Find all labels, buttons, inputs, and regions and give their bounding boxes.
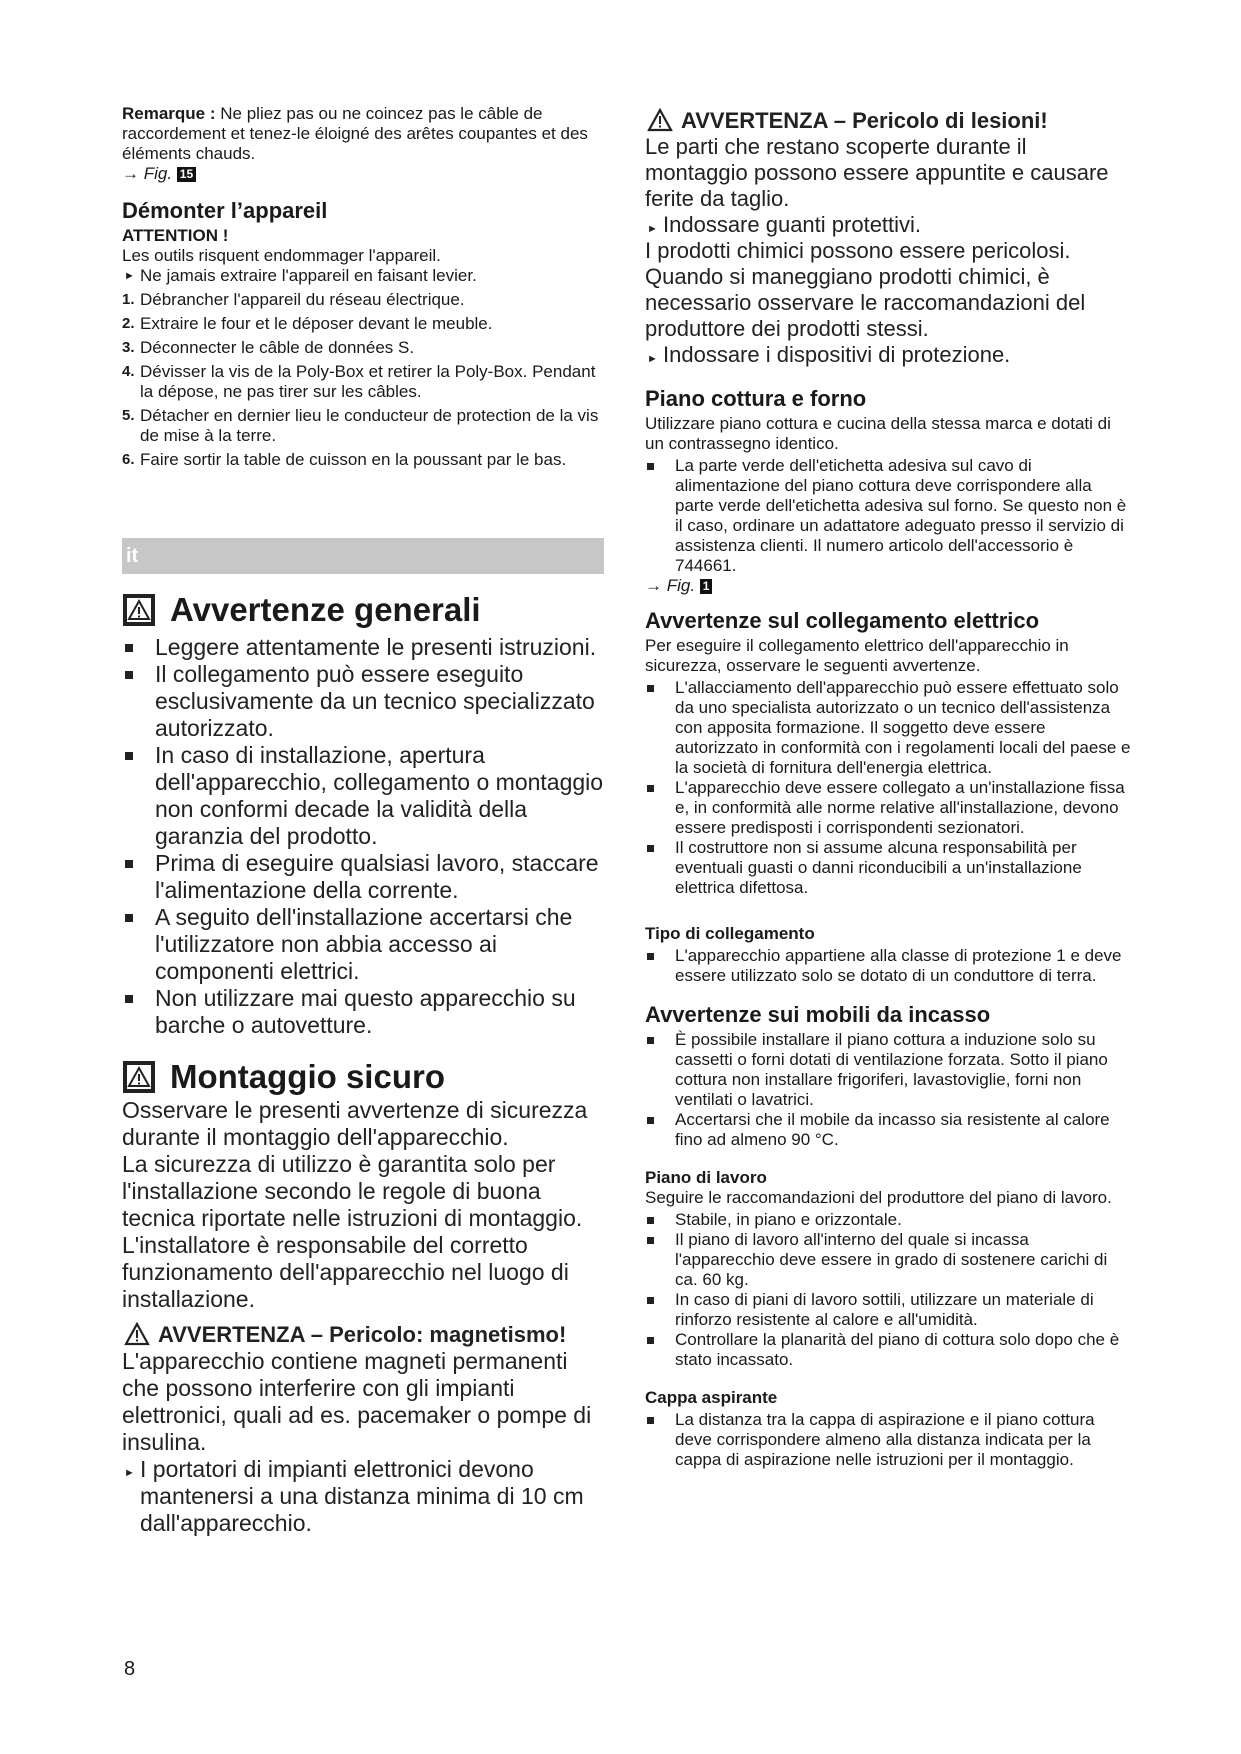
language-tab-label: it — [126, 545, 139, 567]
attention-action: ► Ne jamais extraire l'appareil en faisant levier. — [124, 266, 477, 285]
avvertenze-generali-heading: Avvertenze generali — [122, 590, 604, 630]
list-item: L'allacciamento dell'apparecchio può essere effettuato solo da uno specialista autorizzato o un tecnico dell'assistenza con apposita formazione. Il soggetto deve essere autorizzato in conformità con i regolamenti locali del paese e la società di fornitura dell'energia elettrica. — [645, 678, 1133, 778]
cappa-list — [645, 1410, 1133, 1470]
piano-lavoro-list — [645, 1210, 1133, 1370]
list-item: 3. Déconnecter le câble de données S. — [122, 338, 415, 357]
arrow-right-icon: ► — [124, 1467, 135, 1479]
list-item: L'apparecchio deve essere collegato a un'installazione fissa e, in conformità alle norme relative all'installazione, devono essere predisposti i corrispondenti sezionatori. — [645, 778, 1133, 838]
list-item: Il collegamento può essere eseguito esclusivamente da un tecnico specializzato autorizzato. — [122, 661, 604, 742]
list-item: A seguito dell'installazione accertarsi che l'utilizzatore non abbia accesso ai componenti elettrici. — [122, 904, 604, 985]
list-item: La distanza tra la cappa di aspirazione e il piano cottura deve corrispondere almeno alla distanza indicata per la cappa di aspirazione nelle istruzioni per il montaggio. — [645, 1410, 1133, 1470]
list-item: Il costruttore non si assume alcuna responsabilità per eventuali guasti o danni riconducibili a un'installazione elettrica difettosa. — [645, 838, 1133, 898]
montaggio-heading: Montaggio sicuro — [122, 1057, 604, 1097]
tipo-list — [645, 946, 1133, 986]
piano-lavoro-heading: Piano di lavoro — [645, 1168, 767, 1187]
attention-text: Les outils risquent endommager l'appareil. — [122, 246, 441, 265]
list-item: Stabile, in piano e orizzontale. — [645, 1210, 1133, 1230]
list-item: L'apparecchio appartiene alla classe di protezione 1 e deve essere utilizzato solo se dotato di un conduttore di terra. — [645, 946, 1133, 986]
list-item: La parte verde dell'etichetta adesiva sul cavo di alimentazione del piano cottura deve corrispondere alla parte verde dell'etichetta adesiva sul forno. Se questo non è il caso, ordinare un adattatore adeguato presso il servizio di assistenza clienti. Il numero articolo dell'accessorio è 744661. — [645, 456, 1133, 576]
general-warnings-list — [122, 634, 604, 1039]
piano-cottura-text: Utilizzare piano cottura e cucina della stessa marca e dotati di un contrassegno identico. — [645, 414, 1111, 453]
chemicals-warning-text: I prodotti chimici possono essere pericolosi. Quando si maneggiano prodotti chimici, è necessario osservare le raccomandazioni del produttore dei prodotti stessi. — [645, 238, 1086, 341]
list-item: In caso di piani di lavoro sottili, utilizzare un materiale di rinforzo resistente al calore e all'umidità. — [645, 1290, 1133, 1330]
arrow-right-icon: ► — [647, 353, 658, 365]
mobili-list — [645, 1030, 1133, 1150]
remark-text: Ne pliez pas ou ne coincez pas le câble de raccordement et tenez-le éloigné des arêtes coupantes et des éléments chauds. — [122, 104, 588, 163]
tipo-collegamento-heading: Tipo di collegamento — [645, 924, 815, 943]
warning-book-icon — [122, 1060, 156, 1094]
remark-block — [122, 104, 604, 184]
magnetism-warning-text: L'apparecchio contiene magneti permanenti che possono interferire con gli impianti elettronici, quali ad es. pacemaker o pompe di insulina. — [122, 1348, 592, 1455]
left-column-italian — [122, 590, 604, 1537]
figure-number-badge: 15 — [177, 167, 196, 182]
list-item: Il piano di lavoro all'interno del quale si incassa l'apparecchio deve essere in grado di sostenere carichi di ca. 60 kg. — [645, 1230, 1133, 1290]
figure-number-badge: 1 — [700, 579, 713, 594]
list-item: Prima di eseguire qualsiasi lavoro, staccare l'alimentazione della corrente. — [122, 850, 604, 904]
injury-warning-action: ► Indossare guanti protettivi. — [645, 212, 1133, 238]
list-item: 1. Débrancher l'appareil du réseau électrique. — [122, 290, 465, 309]
list-item: 4. Dévisser la vis de la Poly-Box et retirer la Poly-Box. Pendant la dépose, ne pas tirer sur les câbles. — [122, 362, 596, 401]
left-column — [122, 104, 604, 474]
demonter-heading: Démonter l’appareil — [122, 198, 328, 223]
injury-warning-text: Le parti che restano scoperte durante il montaggio possono essere appuntite e causare ferite da taglio. — [645, 134, 1109, 211]
steps-list — [122, 290, 604, 470]
list-item: Non utilizzare mai questo apparecchio su barche o autovetture. — [122, 985, 604, 1039]
language-tab-bar — [122, 538, 604, 574]
piano-cottura-heading: Piano cottura e forno — [645, 386, 867, 411]
piano-figure-ref[interactable]: → Fig. 1 — [645, 576, 1133, 596]
cappa-heading: Cappa aspirante — [645, 1388, 778, 1407]
list-item: 6. Faire sortir la table de cuisson en la poussant par le bas. — [122, 450, 567, 469]
elettrico-list — [645, 678, 1133, 898]
chemicals-warning-action: ► Indossare i dispositivi di protezione. — [645, 342, 1133, 368]
warning-book-icon — [122, 593, 156, 627]
piano-lavoro-text: Seguire le raccomandazioni del produttore del piano di lavoro. — [645, 1188, 1112, 1207]
montaggio-paragraph: La sicurezza di utilizzo è garantita solo per l'installazione secondo le regole di buona tecnica riportate nelle istruzioni di montaggio. L'installatore è responsabile del corretto funzionamento dell'apparecchio nel luogo di installazione. — [122, 1151, 583, 1312]
arrow-right-icon: ► — [124, 270, 135, 282]
elettrico-heading: Avvertenze sul collegamento elettrico — [645, 608, 1040, 633]
list-item: Leggere attentamente le presenti istruzioni. — [122, 634, 604, 661]
list-item: Controllare la planarità del piano di cottura solo dopo che è stato incassato. — [645, 1330, 1133, 1370]
remark-label: Remarque : — [122, 104, 216, 123]
piano-cottura-list — [645, 456, 1133, 576]
attention-label: ATTENTION ! — [122, 226, 229, 245]
injury-warning-title: AVVERTENZA – Pericolo di lesioni! — [645, 108, 1133, 134]
list-item: Accertarsi che il mobile da incasso sia resistente al calore fino ad almeno 90 °C. — [645, 1110, 1133, 1150]
list-item: In caso di installazione, apertura dell'apparecchio, collegamento o montaggio non conformi decade la validità della garanzia del prodotto. — [122, 742, 604, 850]
magnetism-warning-title: AVVERTENZA – Pericolo: magnetismo! — [122, 1321, 604, 1348]
montaggio-intro: Osservare le presenti avvertenze di sicurezza durante il montaggio dell'apparecchio. — [122, 1097, 588, 1150]
list-item: È possibile installare il piano cottura a induzione solo su cassetti o forni dotati di ventilazione forzata. Sotto il piano cottura non installare frigoriferi, lavastoviglie, forni non ventilati o lavatrici. — [645, 1030, 1133, 1110]
arrow-right-icon: ► — [647, 223, 658, 235]
warning-icon — [647, 108, 673, 132]
remark-figure-ref[interactable]: → Fig. 15 — [122, 164, 604, 184]
list-item: 2. Extraire le four et le déposer devant le meuble. — [122, 314, 493, 333]
list-item: 5. Détacher en dernier lieu le conducteur de protection de la vis de mise à la terre. — [122, 406, 599, 445]
right-column — [645, 108, 1133, 1470]
magnetism-warning-action: ► I portatori di impianti elettronici devono mantenersi a una distanza minima di 10 cm dall'apparecchio. — [124, 1456, 584, 1536]
page-number: 8 — [124, 1658, 136, 1680]
elettrico-text: Per eseguire il collegamento elettrico dell'apparecchio in sicurezza, osservare le seguenti avvertenze. — [645, 636, 1069, 675]
warning-icon — [124, 1322, 150, 1346]
mobili-heading: Avvertenze sui mobili da incasso — [645, 1002, 991, 1027]
